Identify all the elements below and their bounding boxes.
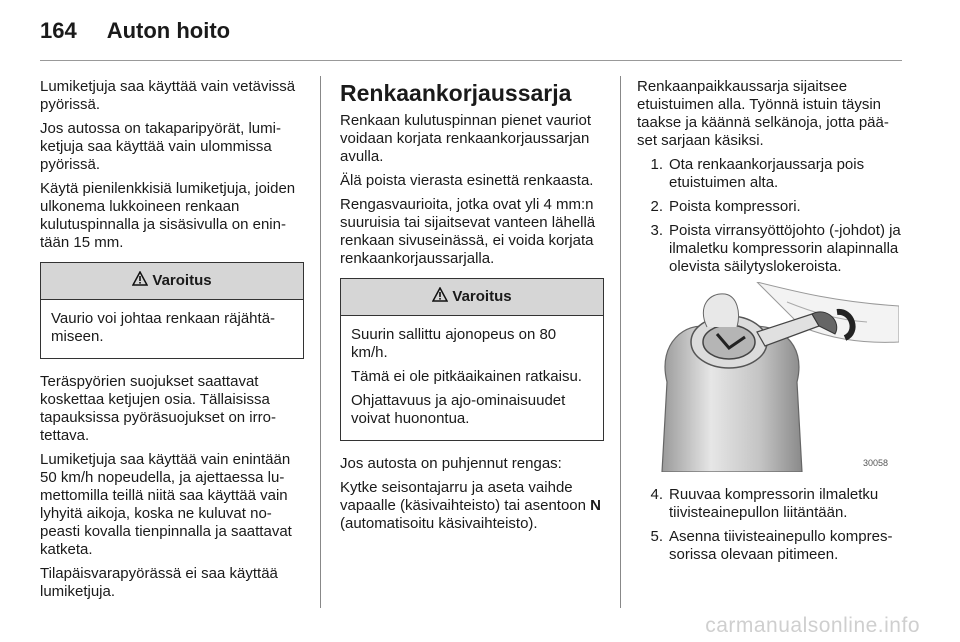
paragraph: Tilapäisvarapyörässä ei saa käyttää lumiketjuja. xyxy=(40,565,278,600)
column-1 xyxy=(40,78,304,607)
text-run: (automatisoitu käsivaihteisto). xyxy=(340,515,538,532)
paragraph: Jos autossa on takaparipyörät, lumiketjuja saa käyttää vain ulommissa pyörissä. xyxy=(40,120,281,173)
column-divider xyxy=(620,76,621,608)
step-text: Ota renkaankorjaussarja pois etuistuimen alta. xyxy=(669,156,865,191)
page-number: 164 xyxy=(40,18,77,43)
step-number: 3. xyxy=(650,222,663,239)
sealant-bottle-illustration xyxy=(637,282,899,472)
column-3 xyxy=(637,78,903,570)
list-item xyxy=(637,486,903,522)
warning-header xyxy=(41,263,303,300)
list-item xyxy=(637,156,903,192)
paragraph: Rengasvaurioita, jotka ovat yli 4 mm:n suuruisia tai sijaitsevat vanteen lähellä renkaan sivuseinässä, ei voida korjata renkaankorjaussarjalla. xyxy=(340,196,596,267)
paragraph: Teräspyörien suojukset saattavat koskettaa ketjujen osia. Tällaisissa tapauksissa pyöräsuojukset on irrotettava. xyxy=(40,373,276,444)
warning-title: Varoitus xyxy=(452,288,512,305)
paragraph: Lumiketjuja saa käyttää vain enintään 50 km/h nopeudella, ja ajettaessa lumettomilla teillä niitä saa käyttää vain lyhyitä aikoja, koska ne kuluvat nopeasti kovalla tienpinnalla ja saattavat katketa. xyxy=(40,451,292,558)
gear-letter: N xyxy=(590,497,601,514)
paragraph: Renkaan kulutuspinnan pienet vauriot voidaan korjata renkaankorjaussarjan avulla. xyxy=(340,112,592,165)
warning-box xyxy=(340,278,604,441)
list-item xyxy=(637,528,903,564)
steps-list xyxy=(637,156,903,276)
step-number: 2. xyxy=(650,198,663,215)
page-title: Auton hoito xyxy=(106,18,231,43)
column-2 xyxy=(340,78,604,539)
warning-text: Vaurio voi johtaa renkaan räjähtämiseen. xyxy=(51,310,276,345)
warning-text: Suurin sallittu ajonopeus on 80 km/h. xyxy=(351,326,557,361)
warning-box xyxy=(40,262,304,359)
step-text: Poista kompressori. xyxy=(669,198,801,215)
paragraph: Renkaanpaikkaussarja sijaitsee etuistuimen alla. Työnnä istuin täysin taakse ja käännä selkänoja, jotta pääset sarjaan käsiksi. xyxy=(637,78,889,149)
step-number: 5. xyxy=(650,528,663,545)
paragraph xyxy=(340,479,604,533)
warning-icon xyxy=(132,271,148,291)
warning-icon xyxy=(432,287,448,307)
paragraph: Käytä pienilenkkisiä lumiketjuja, joiden ulkonema lukkoineen renkaan kulutuspinnalla ja sisäsivulla on enintään 15 mm. xyxy=(40,180,296,251)
paragraph: Lumiketjuja saa käyttää vain vetävissä pyörissä. xyxy=(40,78,296,113)
watermark: carmanualsonline.info xyxy=(705,614,920,637)
step-number: 4. xyxy=(650,486,663,503)
paragraph: Älä poista vierasta esinettä renkaasta. xyxy=(340,172,594,189)
text-run: Kytke seisontajarru ja aseta vaihde vapaalle (käsivaihteisto) tai asentoon xyxy=(340,479,591,514)
step-text: Poista virransyöttöjohto (-johdot) ja ilmaletku kompressorin alapinnalla olevista säilytyslokeroista. xyxy=(669,222,901,275)
header-divider xyxy=(40,60,902,61)
warning-text: Ohjattavuus ja ajo-ominaisuudet voivat huonontua. xyxy=(351,392,566,427)
figure-number: 30058 xyxy=(863,458,889,468)
step-number: 1. xyxy=(650,156,663,173)
warning-text: Tämä ei ole pitkäaikainen ratkaisu. xyxy=(351,368,582,385)
step-text: Asenna tiivisteainepullo kompressorissa olevaan pitimeen. xyxy=(669,528,893,563)
warning-header xyxy=(341,279,603,316)
warning-title: Varoitus xyxy=(152,272,212,289)
step-text: Ruuvaa kompressorin ilmaletku tiivisteainepullon liitäntään. xyxy=(669,486,879,521)
list-item xyxy=(637,222,903,276)
list-item xyxy=(637,198,903,216)
section-heading: Renkaankorjaussarja xyxy=(340,80,572,106)
column-divider xyxy=(320,76,321,608)
steps-list xyxy=(637,486,903,564)
page-header xyxy=(40,18,230,48)
paragraph: Jos autosta on puhjennut rengas: xyxy=(340,455,562,472)
